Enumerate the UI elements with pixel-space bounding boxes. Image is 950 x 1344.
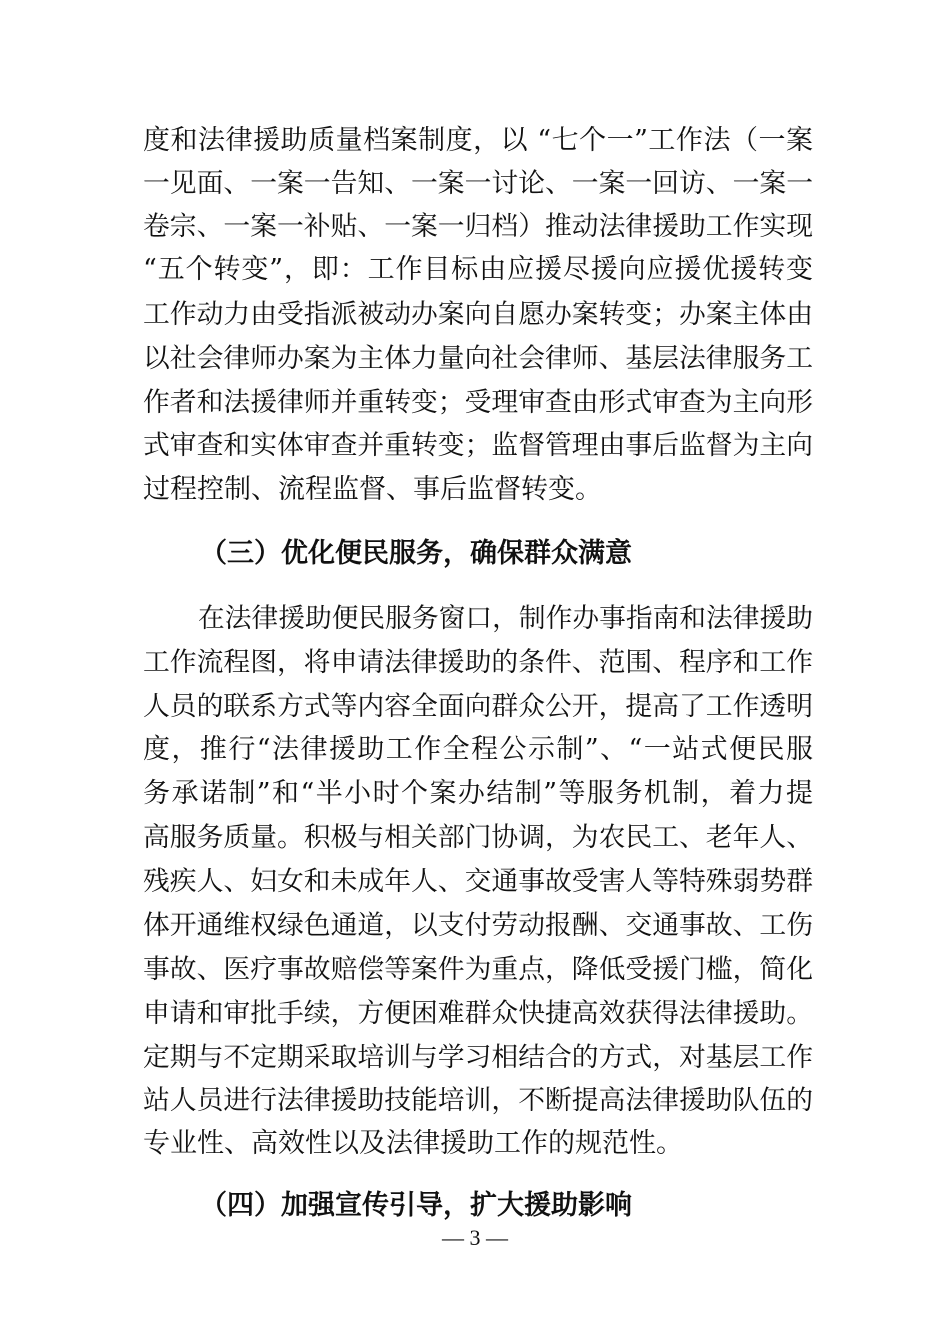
paragraph-1-line: 式审查和实体审查并重转变；监督管理由事后监督为主向: [143, 430, 813, 461]
page-number: — 3 —: [442, 1225, 508, 1250]
paragraph-2-line: 专业性、高效性以及法律援助工作的规范性。: [143, 1128, 683, 1159]
paragraph-1-line: 以社会律师办案为主体力量向社会律师、基层法律服务工: [143, 343, 813, 374]
paragraph-1-line: 一见面、一案一告知、一案一讨论、一案一回访、一案一: [143, 168, 813, 199]
paragraph-2-line: 定期与不定期采取培训与学习相结合的方式，对基层工作: [143, 1042, 813, 1073]
paragraph-1-line: 度和法律援助质量档案制度，以 “七个一”工作法（一案: [143, 125, 813, 156]
paragraph-2-line: 站人员进行法律援助技能培训，不断提高法律援助队伍的: [143, 1085, 813, 1116]
paragraph-1-line: 作者和法援律师并重转变；受理审查由形式审查为主向形: [143, 387, 813, 418]
paragraph-1-line: 工作动力由受指派被动办案向自愿办案转变；办案主体由: [143, 299, 813, 330]
paragraph-2-line: 残疾人、妇女和未成年人、交通事故受害人等特殊弱势群: [143, 866, 813, 897]
section-heading-4: （四）加强宣传引导，扩大援助影响: [200, 1190, 632, 1221]
paragraph-1-line: “五个转变”，即：工作目标由应援尽援向应援优援转变: [143, 254, 813, 285]
section-heading-3: （三）优化便民服务，确保群众满意: [200, 538, 632, 569]
paragraph-2-line: 申请和审批手续，方便困难群众快捷高效获得法律援助。: [143, 998, 813, 1029]
paragraph-2-line: 事故、医疗事故赔偿等案件为重点，降低受援门槛，简化: [143, 954, 813, 985]
paragraph-2-line: 体开通维权绿色通道，以支付劳动报酬、交通事故、工伤: [143, 910, 813, 941]
paragraph-1-line: 过程控制、流程监督、事后监督转变。: [143, 474, 602, 505]
paragraph-2-line: 工作流程图，将申请法律援助的条件、范围、程序和工作: [143, 647, 813, 678]
paragraph-2-line: 度，推行“法律援助工作全程公示制”、“一站式便民服: [143, 734, 813, 765]
paragraph-2-line: 高服务质量。积极与相关部门协调，为农民工、老年人、: [143, 822, 813, 853]
paragraph-2-line: 人员的联系方式等内容全面向群众公开，提高了工作透明: [143, 691, 813, 722]
paragraph-2-line: 在法律援助便民服务窗口，制作办事指南和法律援助: [198, 603, 813, 634]
paragraph-2-line: 务承诺制”和“半小时个案办结制”等服务机制，着力提: [143, 778, 813, 809]
paragraph-1-line: 卷宗、一案一补贴、一案一归档）推动法律援助工作实现: [143, 211, 813, 242]
